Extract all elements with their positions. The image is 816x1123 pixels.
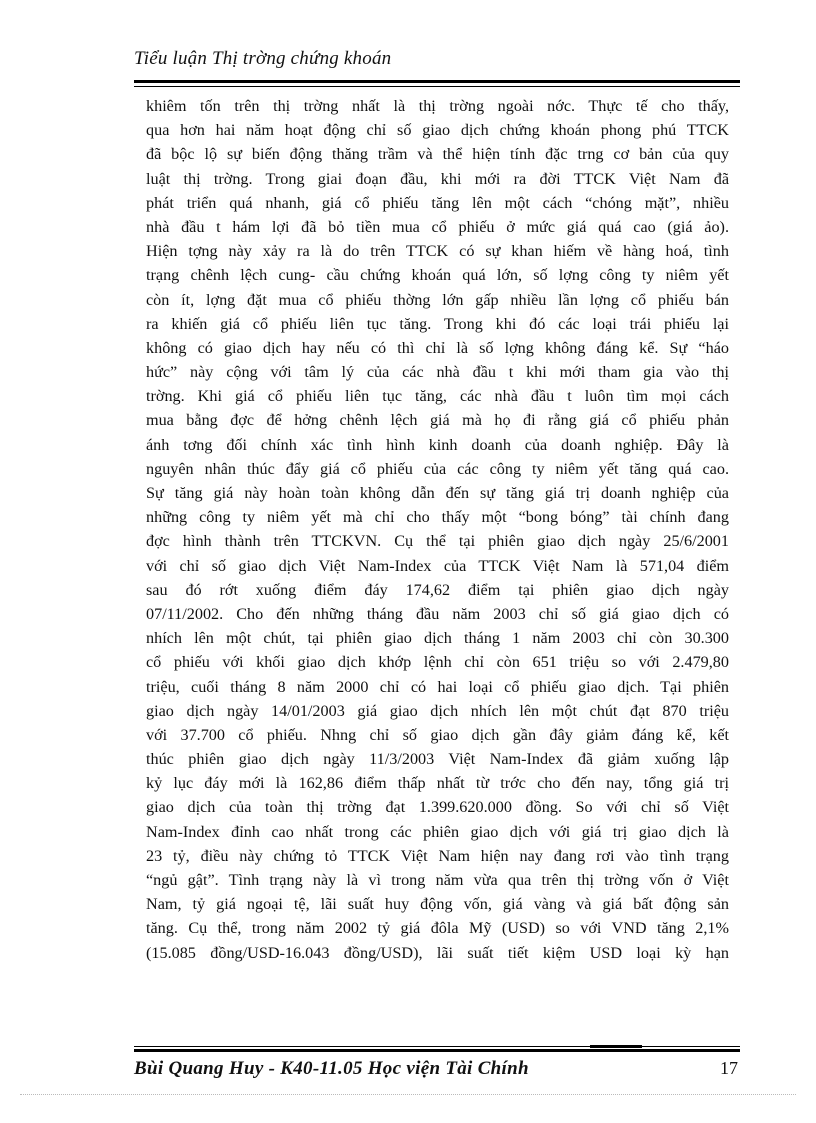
text-line: ánh tơng đối chính xác tình hình kinh doanh của doanh nghiệp. Đây là bbox=[146, 435, 729, 454]
text-line: kỷ lục đáy mới là 162,86 điểm thấp nhất từ trớc cho đến nay, tổng giá trị bbox=[146, 774, 729, 793]
text-line: đã bộc lộ sự biến động thăng trầm và thể hiện tính đặc trng cơ bản của quy bbox=[146, 145, 729, 164]
text-line: 07/11/2002. Cho đến những tháng đầu năm 2003 chỉ số giá giao dịch có bbox=[146, 604, 729, 623]
text-line: Nam, tỷ giá ngoại tệ, lãi suất huy động vốn, giá vàng và giá bất động sản bbox=[146, 895, 729, 914]
footer-rule-thin bbox=[134, 1046, 740, 1047]
text-line: Nam-Index đỉnh cao nhất trong các phiên giao dịch với giá trị giao dịch là bbox=[146, 822, 729, 841]
text-line: trờng. Khi giá cổ phiếu liên tục tăng, các nhà đầu t luôn tìm mọi cách bbox=[146, 387, 729, 406]
header-title: Tiểu luận Thị trờng chứng khoán bbox=[134, 48, 392, 69]
text-line: còn ít, lợng đặt mua cổ phiếu thờng lớn gấp nhiều lần lợng cổ phiếu bán bbox=[146, 290, 729, 309]
text-line: phát triển quá nhanh, giá cổ phiếu tăng lên một cách “chóng mặt”, nhiều bbox=[146, 193, 729, 212]
text-line: hức” này cộng với tâm lý của các nhà đầu t khi mới tham gia vào thị bbox=[146, 363, 729, 382]
text-line: giao dịch ngày 14/01/2003 giá giao dịch nhích lên một chút đạt 870 triệu bbox=[146, 701, 729, 720]
text-line: giao dịch của toàn thị trờng đạt 1.399.620.000 đồng. So với chỉ số Việt bbox=[146, 798, 729, 817]
text-line: thúc phiên giao dịch ngày 11/3/2003 Việt Nam-Index đã giảm xuống lập bbox=[146, 750, 729, 769]
text-line: (15.085 đồng/USD-16.043 đồng/USD), lãi suất tiết kiệm USD loại kỳ hạn bbox=[146, 943, 729, 962]
footer-rule-thick bbox=[134, 1049, 740, 1052]
text-line: Sự tăng giá này hoàn toàn không dẫn đến sự tăng giá trị doanh nghiệp của bbox=[146, 484, 729, 502]
text-line: khiêm tốn trên thị trờng nhất là thị trờng ngoài nớc. Thực tế cho thấy, bbox=[146, 97, 729, 115]
text-line: mua bằng đợc để hởng chênh lệch giá mà họ đi rằng giá cổ phiếu phản bbox=[146, 411, 729, 430]
text-line: sau đó rớt xuống điểm đáy 174,62 điểm tại phiên giao dịch ngày bbox=[146, 580, 729, 599]
text-line: nhà đầu t hám lợi đã bỏ tiền mua cổ phiếu ở mức giá quá cao (giá ảo). bbox=[146, 217, 729, 236]
text-line: những công ty niêm yết mà chỉ cho thấy một “bong bóng” tài chính đang bbox=[146, 508, 729, 527]
text-line: tăng. Cụ thể, trong năm 2002 tỷ giá đôla Mỹ (USD) so với VND tăng 2,1% bbox=[146, 919, 729, 938]
text-line: nhích lên một chút, tại phiên giao dịch tháng 1 năm 2003 chỉ còn 30.300 bbox=[146, 629, 729, 648]
text-line: luật thị trờng. Trong giai đoạn đầu, khi mới ra đời TTCK Việt Nam đã bbox=[146, 169, 729, 188]
text-line: Hiện tợng này xảy ra là do trên TTCK có sự khan hiếm về hàng hoá, tình bbox=[146, 242, 729, 261]
text-line: với 37.700 cổ phiếu. Nhng chỉ số giao dịch gần đây giảm đáng kể, kết bbox=[146, 725, 729, 744]
text-line: ra khiến giá cổ phiếu liên tục tăng. Trong khi đó các loại trái phiếu lại bbox=[146, 314, 729, 333]
text-line: triệu, cuối tháng 8 năm 2000 chỉ có hai loại cổ phiếu giao dịch. Tại phiên bbox=[146, 677, 729, 696]
body-text bbox=[146, 94, 729, 965]
text-line: “ngủ gật”. Tình trạng này là vì trong năm vừa qua trên thị trờng vốn ở Việt bbox=[146, 871, 729, 889]
text-line: cổ phiếu với khối giao dịch khớp lệnh chỉ còn 651 triệu so với 2.479,80 bbox=[146, 653, 729, 672]
page-number: 17 bbox=[720, 1058, 738, 1078]
header-rule-thin bbox=[134, 86, 740, 87]
text-line: 23 tỷ, điều này chứng tỏ TTCK Việt Nam hiện nay đang rơi vào tình trạng bbox=[146, 846, 729, 865]
text-line: đợc hình thành trên TTCKVN. Cụ thể tại phiên giao dịch ngày 25/6/2001 bbox=[146, 532, 729, 551]
footer-rule-accent bbox=[590, 1045, 642, 1048]
text-line: với chỉ số giao dịch Việt Nam-Index của TTCK Việt Nam là 571,04 điểm bbox=[146, 556, 729, 575]
footer-author: Bùi Quang Huy - K40-11.05 Học viện Tài Chính bbox=[134, 1058, 529, 1079]
header-rule-thick bbox=[134, 80, 740, 83]
text-line: không có giao dịch hay nếu có thì chỉ là số lợng không đáng kể. Sự “háo bbox=[146, 338, 729, 357]
text-line: qua hơn hai năm hoạt động chỉ số giao dịch chứng khoán phong phú TTCK bbox=[146, 121, 729, 140]
page-separator bbox=[20, 1094, 796, 1095]
text-line: trạng chênh lệch cung- cầu chứng khoán quá lớn, số lợng công ty niêm yết bbox=[146, 266, 729, 285]
text-line: nguyên nhân thúc đẩy giá cổ phiếu của các công ty niêm yết tăng quá cao. bbox=[146, 459, 729, 478]
